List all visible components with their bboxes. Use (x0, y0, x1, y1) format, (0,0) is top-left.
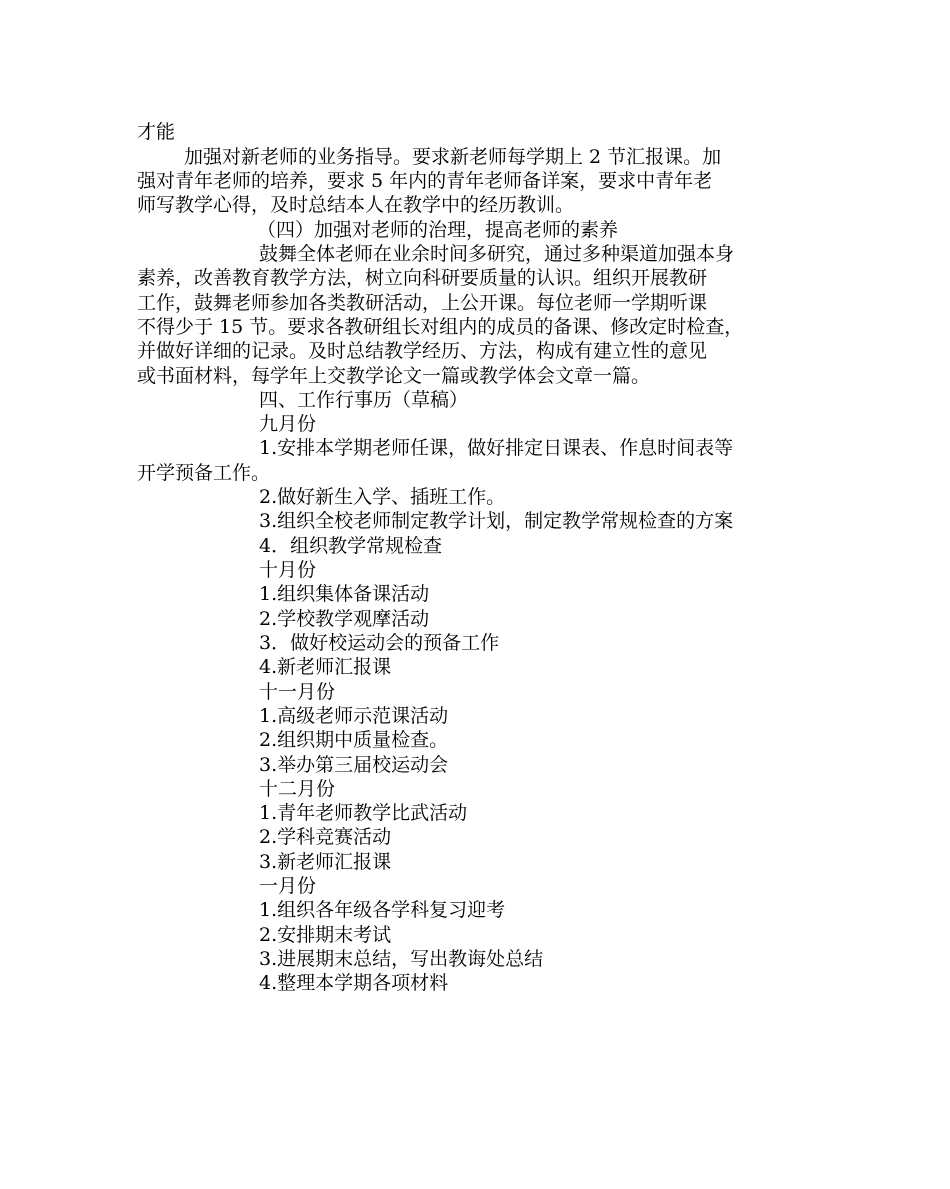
list-item: 3.新老师汇报课 (259, 851, 392, 873)
list-item: 2.安排期末考试 (259, 924, 392, 946)
list-item: 1.高级老师示范课活动 (259, 705, 449, 727)
list-item: 1.青年老师教学比武活动 (259, 802, 468, 824)
text-line: 不得少于 15 节。要求各教研组长对组内的成员的备课、修改定时检查， (137, 316, 744, 338)
list-item: 3.进展期末总结，写出教诲处总结 (259, 948, 544, 970)
month-heading: 一月份 (259, 875, 317, 897)
list-item: 2.组织期中质量检查。 (259, 729, 449, 751)
month-heading: 九月份 (259, 413, 317, 435)
text-line: 才能 (137, 121, 176, 143)
list-item: 2.做好新生入学、插班工作。 (259, 486, 506, 508)
list-item: 1.安排本学期老师任课，做好排定日课表、作息时间表等 (259, 437, 734, 459)
text-line: 鼓舞全体老师在业余时间多研究，通过多种渠道加强本身 (259, 243, 735, 265)
text-line: 或书面材料，每学年上交教学论文一篇或教学体会文章一篇。 (137, 365, 651, 387)
list-item: 4.整理本学期各项材料 (259, 972, 449, 994)
text-line: 工作，鼓舞老师参加各类教研活动，上公开课。每位老师一学期听课 (137, 292, 708, 314)
list-item: 4．组织教学常规检查 (259, 535, 443, 557)
list-item: 3.组织全校老师制定教学计划，制定教学常规检查的方案 (259, 510, 734, 532)
list-item: 4.新老师汇报课 (259, 656, 392, 678)
month-heading: 十二月份 (259, 778, 336, 800)
month-heading: 十月份 (259, 559, 317, 581)
section-heading: 四、工作行事历（草稿） (259, 389, 469, 411)
text-line: 并做好详细的记录。及时总结教学经历、方法，构成有建立性的意见 (137, 340, 708, 362)
text-line: 师写教学心得，及时总结本人在教学中的经历教训。 (137, 194, 575, 216)
text-line: 加强对新老师的业务指导。要求新老师每学期上 2 节汇报课。加 (184, 146, 722, 168)
list-item: 3．做好校运动会的预备工作 (259, 632, 500, 654)
list-item: 3.举办第三届校运动会 (259, 754, 449, 776)
list-item: 1.组织各年级各学科复习迎考 (259, 899, 506, 921)
list-item: 2.学校教学观摩活动 (259, 608, 430, 630)
section-heading: （四）加强对老师的治理，提高老师的素养 (257, 219, 619, 241)
text-line: 素养，改善教育教学方法，树立向科研要质量的认识。组织开展教研 (137, 267, 708, 289)
list-item: 1.组织集体备课活动 (259, 583, 430, 605)
text-line: 强对青年老师的培养，要求 5 年内的青年老师备详案，要求中青年老 (137, 170, 713, 192)
list-item: 2.学科竞赛活动 (259, 826, 392, 848)
month-heading: 十一月份 (259, 681, 336, 703)
text-line: 开学预备工作。 (137, 462, 271, 484)
